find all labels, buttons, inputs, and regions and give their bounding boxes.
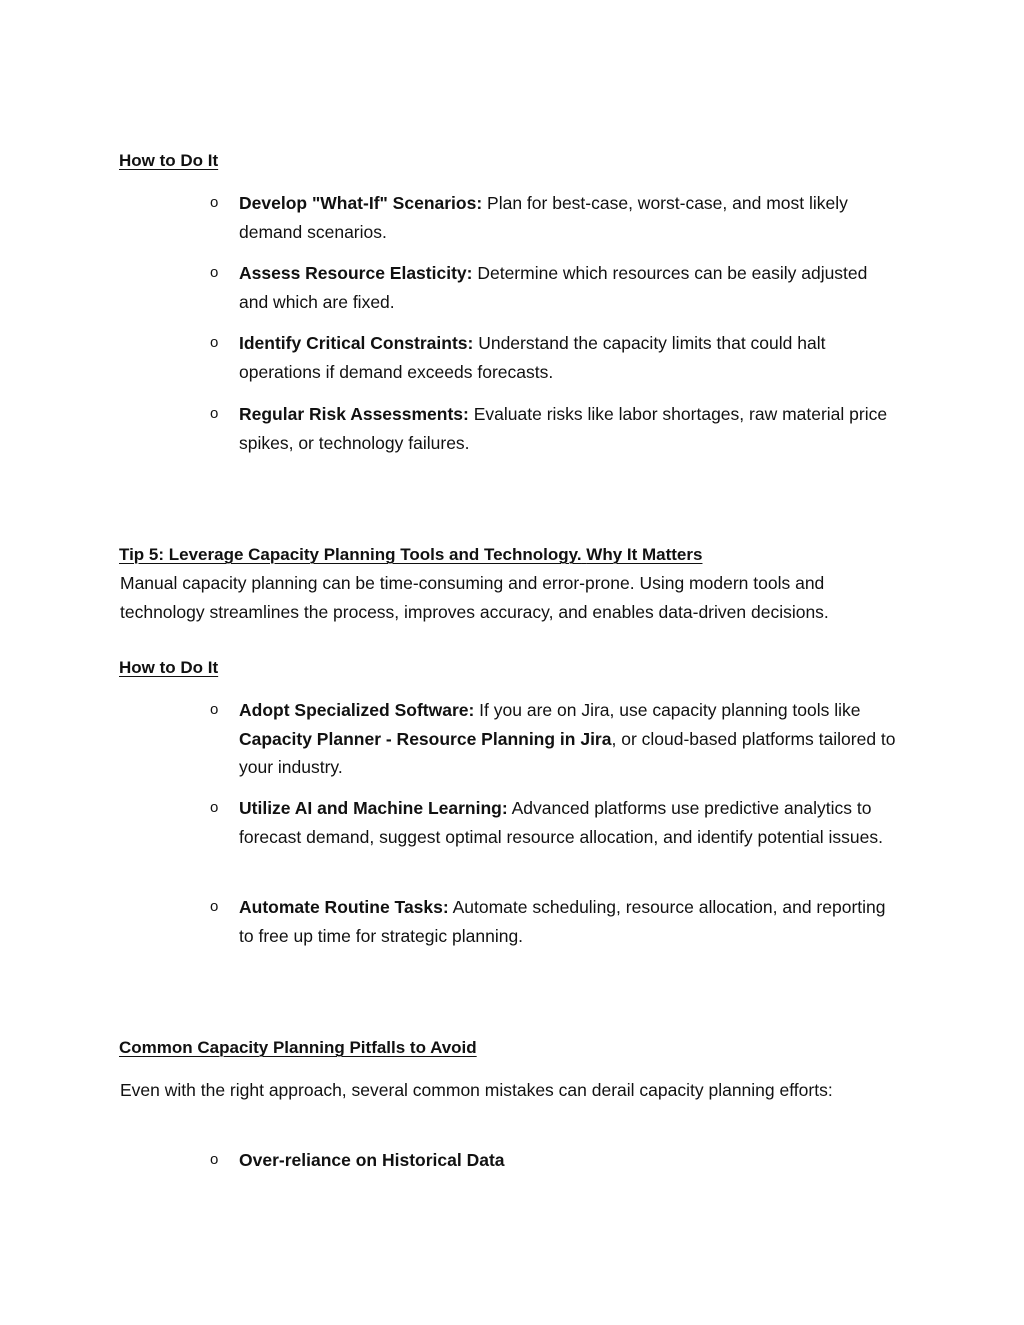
bullet-marker: o	[210, 194, 219, 211]
list-item	[210, 1146, 901, 1175]
item-text: Understand the capacity limits that could halt operations if demand exceeds forecasts.	[239, 333, 826, 382]
tip5-title: Tip 5: Leverage Capacity Planning Tools and Technology.	[119, 545, 582, 564]
list-item	[210, 259, 901, 316]
list-item	[210, 400, 901, 457]
pitfalls-heading: Common Capacity Planning Pitfalls to Avoid	[119, 1038, 477, 1057]
bullet-marker: o	[210, 898, 219, 915]
item-text: Automate scheduling, resource allocation, and reporting to free up time for strategic planning.	[239, 897, 886, 946]
item-text: Evaluate risks like labor shortages, raw material price spikes, or technology failures.	[239, 404, 888, 453]
list-item	[210, 329, 901, 386]
tip5-body: Manual capacity planning can be time-consuming and error-prone. Using modern tools and technology streamlines the process, improves accuracy, and enables data-driven decisions.	[120, 573, 829, 622]
bullet-marker: o	[210, 405, 219, 422]
list-item	[210, 794, 901, 851]
item-term: Over-reliance on Historical Data	[239, 1150, 505, 1170]
item-text: If you are on Jira, use capacity planning tools like	[474, 700, 861, 720]
bullet-marker: o	[210, 701, 219, 718]
item-term: Automate Routine Tasks:	[239, 897, 449, 917]
bullet-marker: o	[210, 799, 219, 816]
section-heading-how-to: How to Do It	[119, 151, 219, 170]
tip5-subtitle: Why It Matters	[586, 545, 703, 564]
item-term: Identify Critical Constraints:	[239, 333, 474, 353]
item-text: Advanced platforms use predictive analytics to forecast demand, suggest optimal resource allocation, and identify potential issues.	[239, 798, 883, 847]
list-item	[210, 893, 901, 950]
item-term: Develop "What-If" Scenarios:	[239, 193, 483, 213]
item-text: Plan for best-case, worst-case, and most likely demand scenarios.	[239, 193, 848, 242]
item-term: Adopt Specialized Software:	[239, 700, 475, 720]
bullet-marker: o	[210, 264, 219, 281]
list-item	[210, 696, 901, 782]
section-heading-how-to: How to Do It	[119, 658, 219, 677]
item-text: Determine which resources can be easily adjusted and which are fixed.	[239, 263, 868, 312]
item-text: , or cloud-based platforms tailored to your industry.	[239, 728, 896, 777]
item-emphasis: Capacity Planner - Resource Planning in Jira	[239, 728, 612, 749]
list-item	[210, 189, 901, 246]
item-term: Utilize AI and Machine Learning:	[239, 798, 508, 818]
pitfalls-intro: Even with the right approach, several common mistakes can derail capacity planning efforts:	[120, 1080, 833, 1100]
item-term: Assess Resource Elasticity:	[239, 263, 473, 283]
item-term: Regular Risk Assessments:	[239, 404, 469, 424]
bullet-marker: o	[210, 1151, 219, 1168]
bullet-marker: o	[210, 334, 219, 351]
tip5-heading	[119, 544, 702, 566]
